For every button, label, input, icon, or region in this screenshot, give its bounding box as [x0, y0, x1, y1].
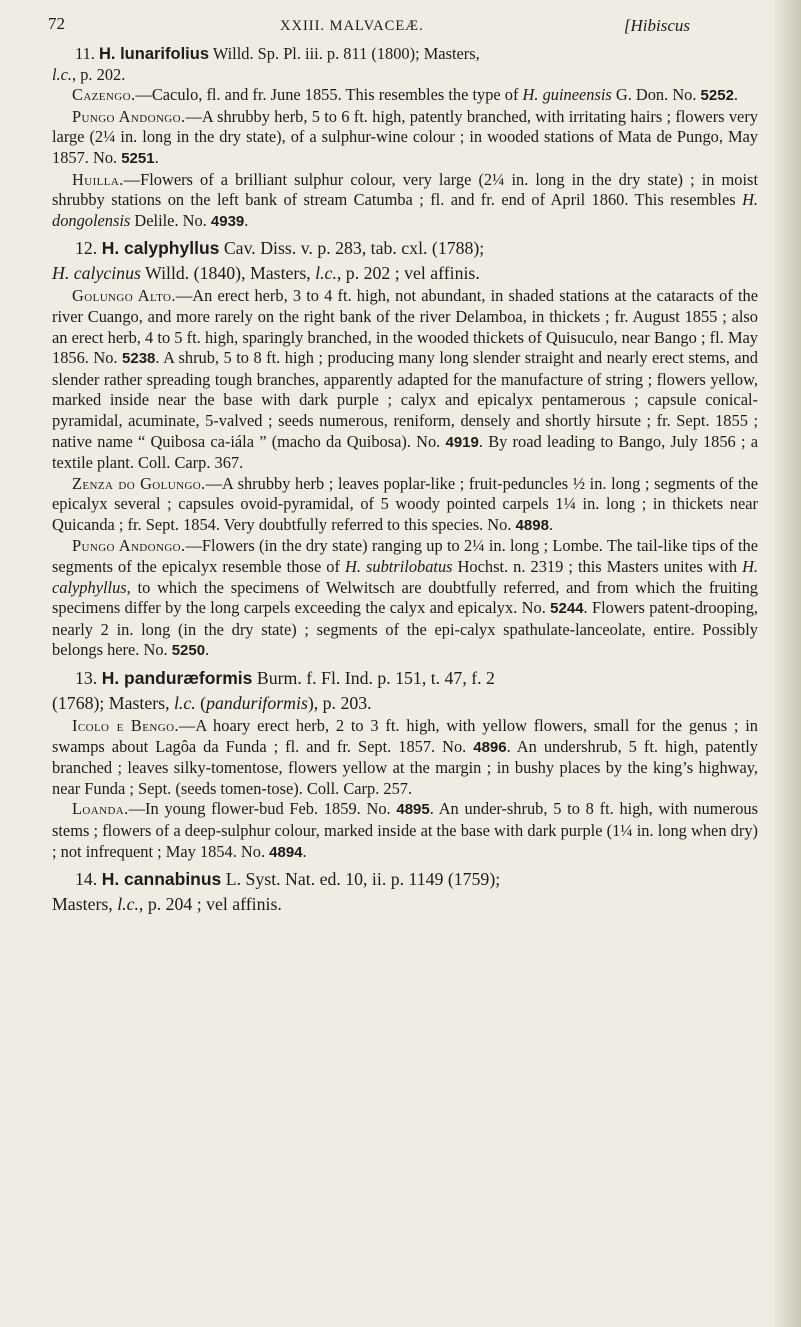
page-header	[48, 14, 758, 44]
specimen-number: 4895	[396, 801, 430, 819]
locality-name: Golungo Alto.	[72, 286, 176, 306]
species-number: 14.	[75, 869, 98, 890]
locality-entry	[52, 85, 758, 107]
page-edge-shadow	[775, 0, 801, 1327]
entry-text: —An erect herb, 3 to 4 ft. high, not abundant, in shaded stations at the cataracts of the river Cuango, and more rarely on the right bank of the river Delamboa, in thickets ; fr. August 1855 ; also an erect herb, 4 to 5 ft. high, sparingly branched, in the wooded thickets of Quisuculo, near Bango ; fl. May 1856. No.	[52, 286, 759, 368]
locality-name: Pungo Andongo.	[72, 536, 186, 556]
specimen-number: 4898	[515, 516, 549, 534]
entry-text: Delile. No.	[130, 210, 211, 230]
specimen-number: 5251	[121, 149, 155, 167]
species-reference: Burm. f. Fl. Ind. p. 151, t. 47, f. 2	[252, 668, 495, 689]
locality-entry	[52, 474, 758, 537]
locality-name: Huilla.	[72, 169, 124, 189]
species-reference-italic: l.c.	[173, 693, 196, 714]
species-entry	[52, 236, 758, 286]
entry-text: —A hoary erect herb, 2 to 3 ft. high, with yellow flowers, small for the genus ; in swamps about Lagôa da Funda ; fl. and fr. Sept. 1857. No.	[52, 716, 758, 756]
species-entry	[52, 44, 758, 85]
species-name: H. cannabinus	[101, 869, 222, 890]
entry-text: . A shrub, 5 to 8 ft. high ; producing many long slender straight and nearly erect stems, and slender rather spreading tough branches, apparently adapted for the manufacture of string ; flowers yellow, marked inside near the base with dark purple ; calyx and epicalyx pentamerous ; capsule conical-pyramidal, acuminate, 5-valved ; seeds numerous, reniform, densely and shortly hirsute ; fr. Sept. 1855 ; native name “ Quibosa ca-iála ” (macho da Quibosa). No.	[52, 348, 758, 451]
entry-text: .	[733, 85, 739, 105]
entry-text: . An undershrub, 5 ft. high, patently branched ; leaves silky-tomentose, flowers yellow at the margin ; in bushy places by the king’s highway, near Funda ; Sept. (seeds tomen-tose). Coll. Carp. 257.	[52, 736, 758, 798]
entry-text: —A shrubby herb ; leaves poplar-like ; fruit-peduncles ½ in. long ; segments of the epicalyx several ; capsules ovoid-pyramidal, of 5 woody pointed carpels 1¼ in. long ; in thickets near Quicanda ; fr. Sept. 1854. Very doubtfully referred to this species. No.	[52, 473, 758, 534]
entry-text: .	[154, 147, 159, 167]
species-reference: Masters,	[52, 894, 118, 915]
locality-name: Zenza do Golungo.	[72, 473, 206, 493]
taxon-name: H. dongolensis	[52, 190, 758, 230]
entry-text: . Flowers patent-drooping, nearly 2 in. long (in the dry state) ; segments of the epi-calyx spathulate-lanceolate, entire. Possibly belongs here. No.	[52, 598, 758, 660]
taxon-name: H. subtrilobatus	[345, 557, 453, 577]
species-number: 13.	[75, 668, 98, 689]
species-reference: , p. 202 ; vel affinis.	[336, 263, 480, 284]
entry-text: —Flowers (in the dry state) ranging up to 2¼ in. long ; Lombe. The tail-like tips of the segments of the epicalyx resemble those of	[52, 536, 758, 577]
species-reference-italic: l.c.	[52, 64, 73, 84]
species-reference-italic: l.c.	[117, 894, 139, 915]
locality-entry	[52, 716, 758, 799]
entry-text: G. Don. No.	[611, 85, 701, 105]
specimen-number: 5244	[550, 600, 584, 618]
specimen-number: 4896	[473, 738, 507, 756]
locality-name: Pungo Andongo.	[72, 106, 186, 126]
species-name: H. calyphyllus	[101, 238, 220, 259]
species-number: 12.	[75, 238, 98, 259]
entry-text: —In young flower-bud Feb. 1859. No.	[128, 799, 397, 819]
entry-text: .	[205, 640, 210, 660]
species-reference: Willd. Sp. Pl. iii. p. 811 (1800); Masters,	[209, 44, 480, 63]
entry-text: .	[548, 514, 554, 534]
locality-entry	[52, 170, 758, 233]
species-reference: L. Syst. Nat. ed. 10, ii. p. 1149 (1759);	[221, 869, 501, 890]
species-reference-italic: l.c.	[315, 263, 337, 284]
species-name: H. panduræformis	[101, 668, 253, 689]
species-reference: ), p. 203.	[307, 693, 372, 714]
entry-text: . By road leading to Bango, July 1856 ; a textile plant. Coll. Carp. 367.	[52, 431, 758, 473]
specimen-number: 4939	[210, 212, 245, 230]
locality-entry	[52, 107, 758, 170]
species-reference-italic: H. calycinus	[52, 263, 141, 284]
running-head: XXIII. MALVACEÆ.	[280, 18, 424, 34]
entry-text: —A shrubby herb, 5 to 6 ft. high, patently branched, with irritating hairs ; flowers very large (2¼ in. long in the dry state), of a sulphur-wine colour ; in wooded stations of Mata de Pungo, May 1857. No.	[52, 106, 758, 167]
species-name: H. lunarifolius	[99, 45, 210, 63]
entry-text: —Flowers of a brilliant sulphur colour, very large (2¼ in. long in the dry state) ; in moist shrubby stations on the left bank of stream Catumba ; fl. and fr. end of April 1860. This resembles	[52, 169, 758, 210]
entry-text: . An under-shrub, 5 to 8 ft. high, with numerous stems ; flowers of a deep-sulphur colour, marked inside at the base with dark purple (1¼ in. long when dry) ; not infrequent ; May 1854. No.	[52, 799, 758, 861]
page-number: 72	[48, 14, 65, 33]
species-reference: Willd. (1840), Masters,	[140, 263, 316, 284]
species-reference: Cav. Diss. v. p. 283, tab. cxl. (1788);	[219, 238, 485, 259]
locality-name: Loanda.	[72, 799, 129, 819]
species-reference: , p. 204 ; vel affinis.	[138, 894, 282, 915]
running-genus: [Hibiscus	[623, 16, 690, 35]
entry-text: Hochst. n. 2319 ; this Masters unites with	[452, 557, 743, 577]
specimen-number: 4894	[269, 843, 303, 861]
specimen-number: 4919	[445, 433, 479, 451]
book-page	[48, 14, 759, 917]
species-reference-italic: panduriformis	[206, 693, 308, 714]
specimen-number: 5250	[171, 642, 206, 660]
entry-text: .	[302, 841, 307, 861]
entry-text: .	[244, 210, 249, 230]
species-reference: (	[195, 693, 207, 714]
locality-name: Cazengo.	[72, 85, 136, 105]
species-entry	[52, 666, 758, 716]
locality-name: Icolo e Bengo.	[72, 716, 179, 736]
taxon-name: H. guineensis	[522, 85, 612, 105]
locality-entry	[52, 799, 758, 863]
locality-entry	[52, 536, 758, 662]
locality-entry	[52, 286, 758, 473]
species-number: 11.	[75, 44, 95, 63]
specimen-number: 5238	[122, 350, 156, 368]
entry-text: , to which the specimens of Welwitsch are doubtfully referred, and from which the fruiting specimens differ by the long carpels exceeding the calyx and epicalyx. No.	[52, 577, 758, 618]
specimen-number: 5252	[700, 87, 734, 105]
entry-text: —Caculo, fl. and fr. June 1855. This resembles the type of	[135, 85, 523, 105]
species-reference: , p. 202.	[72, 64, 126, 84]
species-reference: (1768); Masters,	[52, 693, 174, 714]
species-entry	[52, 867, 758, 917]
taxon-name: H. calyphyllus	[52, 557, 759, 597]
